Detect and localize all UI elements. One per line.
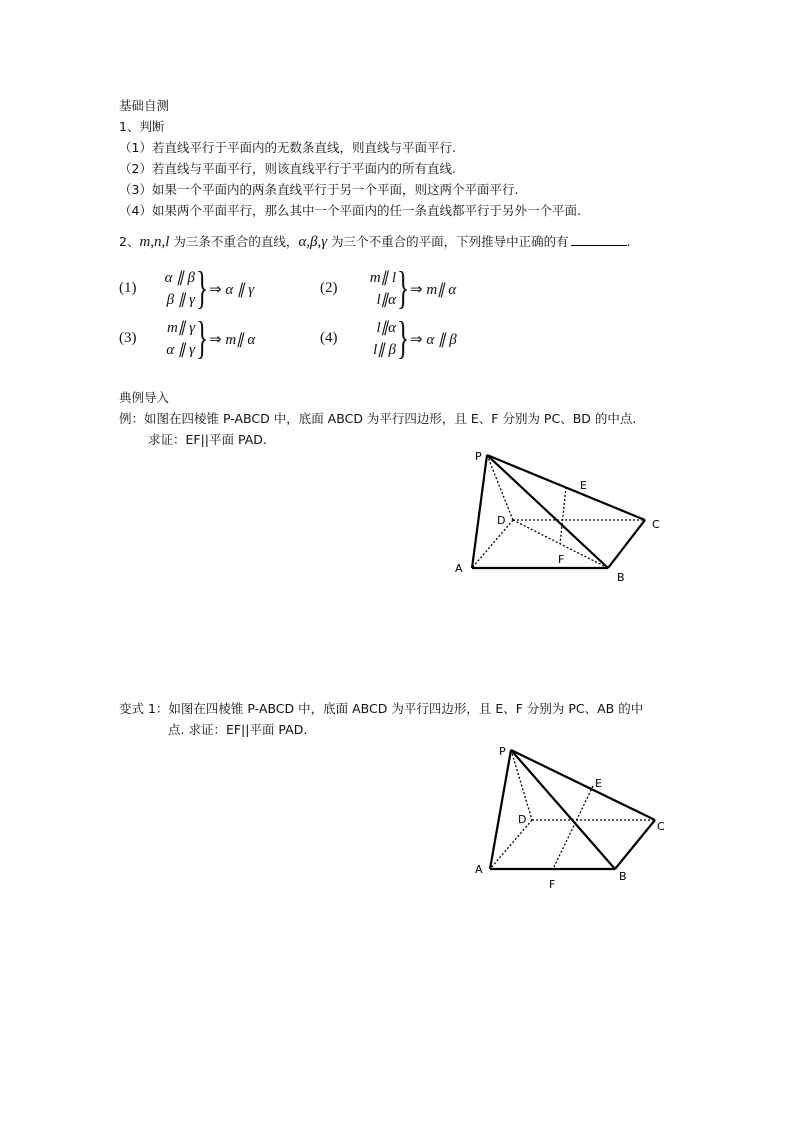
conclusion: ⇒ m∥ α (209, 332, 256, 348)
premise-1: m∥ l (369, 270, 396, 286)
vertex-label-A: A (475, 863, 483, 876)
premise-2: l∥ β (373, 342, 396, 358)
conclusion: ⇒ α ∥ γ (209, 282, 255, 298)
vertex-label-A: A (455, 562, 463, 575)
option-number: (2) (320, 280, 338, 296)
edge-BC (615, 820, 655, 869)
conclusion: ⇒ m∥ α (410, 282, 457, 298)
point-label-F: F (558, 553, 565, 566)
q2-end: . (626, 234, 631, 249)
brace: } (397, 312, 410, 363)
example-statement: 例：如图在四棱锥 P-ABCD 中，底面 ABCD 为平行四边形，且 E、F 分别为 PC、BD 的中点. (119, 411, 637, 426)
vertex-label-B: B (617, 571, 625, 584)
premise-2: β ∥ γ (166, 292, 195, 308)
edge-PA (490, 750, 511, 869)
judge-item-4: （4）如果两个平面平行，那么其中一个平面内的任一条直线都平行于另外一个平面. (119, 203, 581, 218)
vertex-label-C: C (652, 518, 660, 531)
vertex-label-C: C (657, 820, 665, 833)
segment-EF (553, 786, 593, 869)
section-heading-basic-test: 基础自测 (119, 98, 170, 113)
option-number: (1) (119, 280, 137, 296)
vertex-label-P: P (475, 450, 482, 463)
brace: } (196, 262, 209, 313)
q2-mid-text: 为三条不重合的直线， (169, 234, 299, 249)
q2-line-vars: m,n,l (139, 234, 170, 250)
edge-PC (511, 750, 655, 820)
judge-item-2: （2）若直线与平面平行，则该直线平行于平面内的所有直线. (119, 161, 456, 176)
option-number: (4) (320, 330, 338, 346)
judge-item-3: （3）如果一个平面内的两条直线平行于另一个平面，则这两个平面平行. (119, 182, 519, 197)
premise-1: m∥ γ (167, 320, 195, 336)
point-label-E: E (580, 479, 587, 492)
premise-1: l∥α (376, 320, 396, 336)
variant-prove: 点. 求证：EF||平面 PAD. (168, 722, 308, 737)
option-number: (3) (119, 330, 137, 346)
premise-2: α ∥ γ (166, 342, 195, 358)
q2-prefix: 2、 (119, 234, 140, 249)
premise-2: l∥α (376, 292, 396, 308)
judge-item-1: （1）若直线平行于平面内的无数条直线，则直线与平面平行. (119, 140, 456, 155)
point-label-F: F (549, 878, 556, 891)
edge-PB (511, 750, 615, 869)
q2-suffix-text: 为三个不重合的平面，下列推导中正确的有 (327, 234, 569, 249)
q2-plane-vars: α,β,γ (298, 234, 328, 250)
conclusion: ⇒ α ∥ β (410, 332, 457, 348)
point-label-E: E (595, 777, 602, 790)
vertex-label-B: B (619, 870, 627, 883)
example-prove: 求证：EF||平面 PAD. (148, 432, 267, 447)
variant-statement: 变式 1：如图在四棱锥 P-ABCD 中，底面 ABCD 为平行四边形，且 E、F 分别为 PC、AB 的中 (119, 701, 644, 716)
brace: } (196, 312, 209, 363)
question-1-title: 1、判断 (119, 119, 165, 134)
brace: } (397, 262, 410, 313)
vertex-label-D: D (518, 813, 527, 826)
vertex-label-D: D (497, 514, 506, 527)
section-heading-example: 典例导入 (119, 390, 170, 405)
vertex-label-P: P (499, 745, 506, 758)
premise-1: α ∥ β (164, 270, 195, 286)
